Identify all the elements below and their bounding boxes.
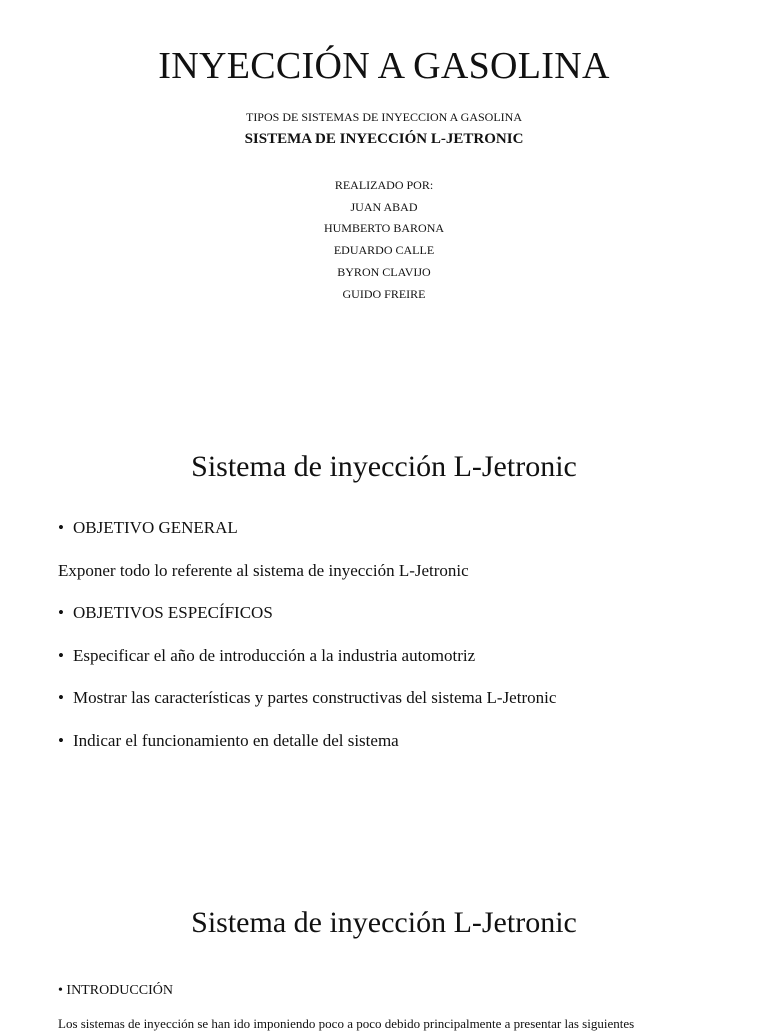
bullet-icon: • bbox=[58, 731, 64, 750]
list-item bbox=[58, 603, 273, 623]
list-item bbox=[58, 731, 399, 751]
slide-title: Sistema de inyección L-Jetronic bbox=[191, 450, 577, 483]
author-name: JUAN ABAD bbox=[350, 200, 418, 214]
bullet-icon: • bbox=[58, 603, 64, 622]
credits-heading: REALIZADO POR: bbox=[334, 178, 434, 192]
author-name: HUMBERTO BARONA bbox=[323, 221, 445, 235]
list-item bbox=[58, 561, 469, 581]
author-name: GUIDO FREIRE bbox=[342, 287, 426, 301]
list-item-text: Indicar el funcionamiento en detalle del sistema bbox=[73, 731, 399, 750]
bullet-icon: • bbox=[58, 518, 64, 537]
list-item-text: Exponer todo lo referente al sistema de inyección L-Jetronic bbox=[58, 561, 469, 580]
list-item bbox=[58, 646, 475, 666]
cover-subtitle-bold: SISTEMA DE INYECCIÓN L-JETRONIC bbox=[244, 131, 524, 147]
list-item bbox=[58, 688, 556, 708]
list-item-text: OBJETIVO GENERAL bbox=[73, 518, 238, 537]
bullet-icon: • bbox=[58, 646, 64, 665]
list-item-text: Mostrar las características y partes constructivas del sistema L-Jetronic bbox=[73, 688, 557, 707]
section-heading: • INTRODUCCIÓN bbox=[58, 983, 173, 998]
author-name: BYRON CLAVIJO bbox=[337, 265, 431, 279]
list-item-text: OBJETIVOS ESPECÍFICOS bbox=[73, 603, 273, 622]
author-name: EDUARDO CALLE bbox=[333, 243, 435, 257]
bullet-icon: • bbox=[58, 688, 64, 707]
document-title: INYECCIÓN A GASOLINA bbox=[158, 45, 610, 87]
list-item-text: Especificar el año de introducción a la industria automotriz bbox=[73, 646, 476, 665]
list-item bbox=[58, 518, 238, 538]
slide-title: Sistema de inyección L-Jetronic bbox=[191, 906, 577, 939]
paragraph-text: Los sistemas de inyección se han ido imponiendo poco a poco debido principalmente a presentar las siguientes bbox=[58, 1016, 635, 1031]
cover-subtitle: TIPOS DE SISTEMAS DE INYECCION A GASOLINA bbox=[245, 110, 522, 124]
